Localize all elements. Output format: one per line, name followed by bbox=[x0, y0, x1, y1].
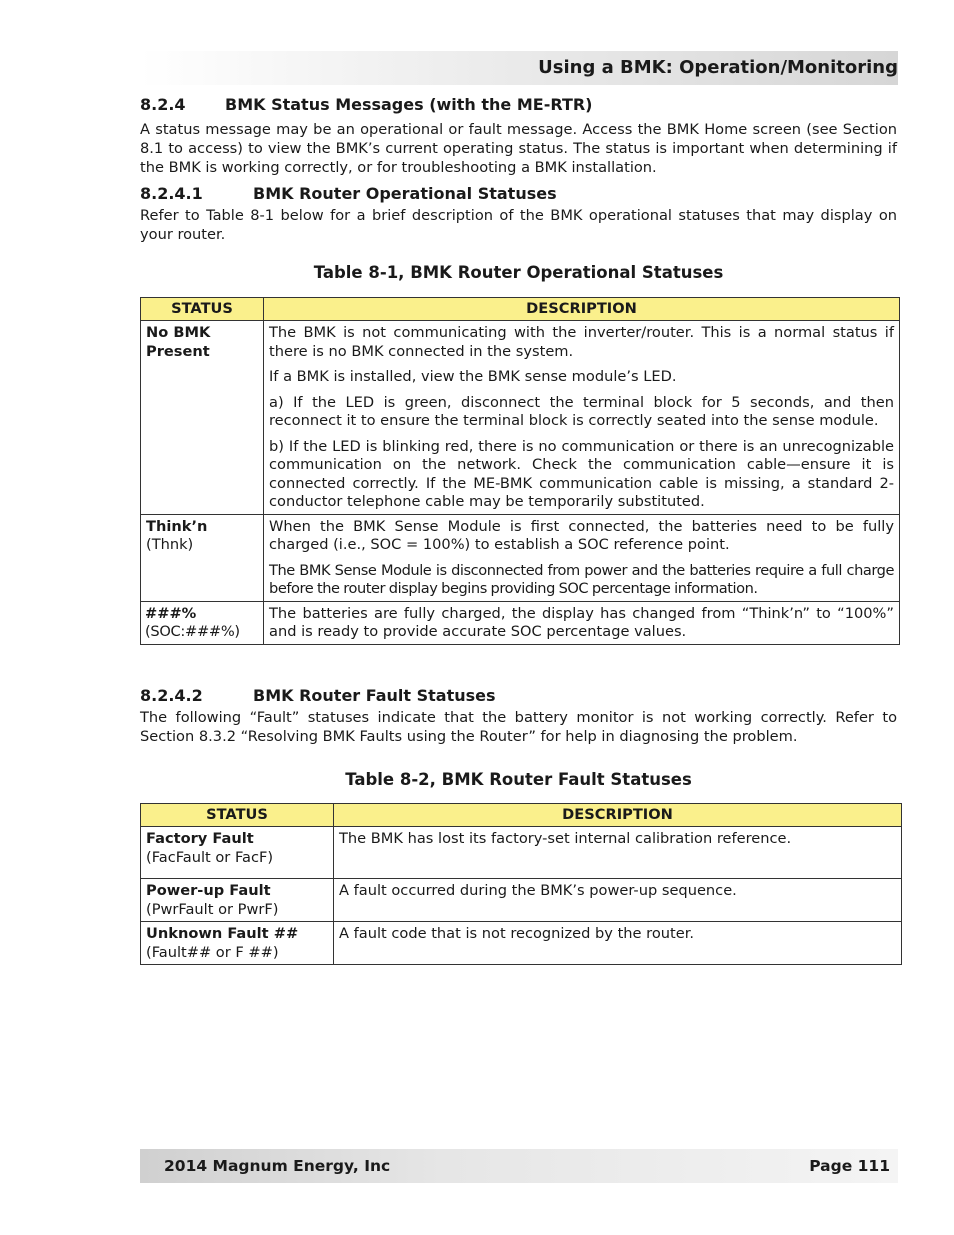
table-row bbox=[141, 827, 902, 879]
description-cell bbox=[264, 601, 900, 644]
status-code: (FacFault or FacF) bbox=[146, 848, 274, 866]
status-name: Power-up Fault bbox=[146, 882, 271, 899]
column-header-status: STATUS bbox=[141, 298, 264, 321]
description-paragraph: a) If the LED is green, disconnect the terminal block for 5 seconds, and then reconnect it to ensure the terminal block is correctly seated into the sense module. bbox=[269, 393, 894, 429]
description-paragraph: The batteries are fully charged, the display has changed from “Think’n” to “100%” and is ready to provide accurate SOC percentage values. bbox=[269, 604, 894, 640]
description-paragraph: If a BMK is installed, view the BMK sense module’s LED. bbox=[269, 368, 677, 385]
section-number: 8.2.4.2 bbox=[140, 686, 203, 705]
table-row bbox=[141, 321, 900, 515]
description-paragraph: The BMK is not communicating with the inverter/router. This is a normal status if there is no BMK connected in the system. bbox=[269, 324, 894, 360]
footer-bar bbox=[140, 1149, 898, 1183]
table-caption: Table 8-2, BMK Router Fault Statuses bbox=[345, 770, 692, 789]
status-cell bbox=[141, 321, 264, 515]
column-header-status: STATUS bbox=[141, 804, 334, 827]
column-header-description: DESCRIPTION bbox=[334, 804, 902, 827]
section-heading-8-2-4 bbox=[140, 95, 593, 114]
section-title: BMK Router Fault Statuses bbox=[253, 686, 496, 705]
section-title: BMK Router Operational Statuses bbox=[253, 184, 557, 203]
table-caption: Table 8-1, BMK Router Operational Statuses bbox=[313, 263, 724, 282]
table-row bbox=[141, 601, 900, 644]
status-code: (SOC:###%) bbox=[145, 623, 240, 640]
section-body-8-2-4-1: Refer to Table 8-1 below for a brief description of the BMK operational statuses that may display on your router. bbox=[140, 207, 897, 243]
description-paragraph: The BMK Sense Module is disconnected from power and the batteries require a full charge before the router display begins providing SOC percentage information. bbox=[269, 561, 894, 597]
status-table-operational bbox=[140, 297, 900, 645]
description-cell: The BMK has lost its factory-set internal calibration reference. bbox=[334, 827, 902, 879]
section-body-8-2-4-2: The following “Fault” statuses indicate that the battery monitor is not working correctly. Refer to Section 8.3.2 “Resolving BMK Faults using the Router” for help in diagnosing the problem. bbox=[140, 709, 897, 745]
status-name: Factory Fault bbox=[146, 830, 254, 847]
column-header-description: DESCRIPTION bbox=[264, 298, 900, 321]
table-row bbox=[141, 514, 900, 601]
status-name: ###% bbox=[145, 604, 197, 622]
status-table-fault bbox=[140, 803, 902, 965]
status-code: (Thnk) bbox=[146, 536, 194, 553]
description-cell bbox=[264, 514, 900, 601]
description-paragraph: b) If the LED is blinking red, there is no communication or there is an unrecognizable communication on the network. Check the communication cable—ensure it is connected correctly. If the ME-BMK communication cable is missing, a standard 2-conductor telephone cable may be temporarily substituted. bbox=[269, 437, 894, 510]
section-number: 8.2.4.1 bbox=[140, 184, 203, 203]
status-name: Unknown Fault ## bbox=[146, 925, 299, 942]
section-title: BMK Status Messages (with the ME-RTR) bbox=[225, 95, 593, 114]
table-row bbox=[141, 922, 902, 965]
description-cell: A fault code that is not recognized by the router. bbox=[334, 922, 902, 965]
status-cell bbox=[141, 514, 264, 601]
status-code: (PwrFault or PwrF) bbox=[146, 900, 279, 918]
section-heading-8-2-4-1 bbox=[140, 184, 557, 203]
status-cell bbox=[141, 601, 264, 644]
description-cell bbox=[264, 321, 900, 515]
status-cell bbox=[141, 827, 334, 879]
page-number: Page 111 bbox=[809, 1157, 890, 1175]
page-header-title: Using a BMK: Operation/Monitoring bbox=[538, 57, 898, 78]
header-bar bbox=[140, 51, 898, 85]
table-header-row bbox=[141, 804, 902, 827]
status-code: (Fault## or F ##) bbox=[146, 943, 279, 961]
description-paragraph: When the BMK Sense Module is first connected, the batteries need to be fully charged (i.e., SOC = 100%) to establish a SOC reference point. bbox=[269, 517, 894, 553]
status-name: Think’n bbox=[146, 517, 208, 535]
section-heading-8-2-4-2 bbox=[140, 686, 496, 705]
table-header-row bbox=[141, 298, 900, 321]
section-body-8-2-4: A status message may be an operational or fault message. Access the BMK Home screen (see Section 8.1 to access) to view the BMK’s current operating status. The status is important when determining if the BMK is working correctly, or for troubleshooting a BMK installation. bbox=[140, 121, 897, 176]
section-number: 8.2.4 bbox=[140, 95, 186, 114]
status-cell bbox=[141, 922, 334, 965]
table-row bbox=[141, 879, 902, 922]
status-name: No BMK Present bbox=[146, 324, 211, 360]
description-cell: A fault occurred during the BMK’s power-up sequence. bbox=[334, 879, 902, 922]
status-cell bbox=[141, 879, 334, 922]
footer-copyright: 2014 Magnum Energy, Inc bbox=[164, 1157, 391, 1175]
